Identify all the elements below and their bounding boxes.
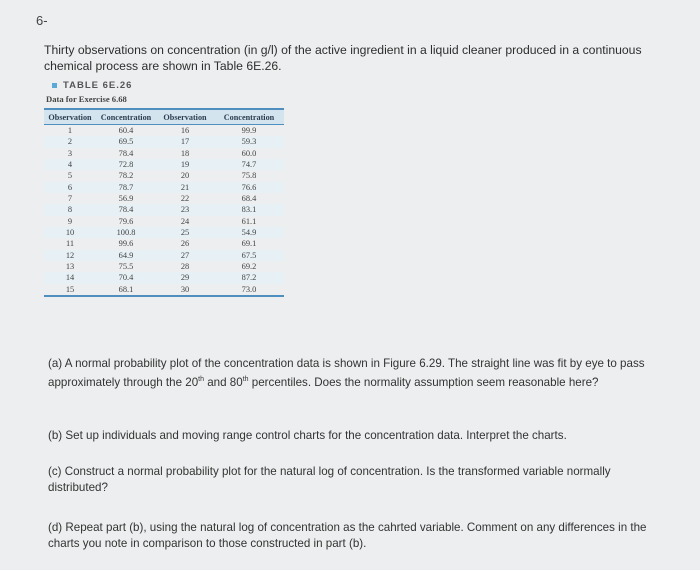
table-title [52, 80, 132, 91]
table-row [44, 159, 284, 170]
cell-observation-1: 2 [67, 137, 73, 147]
cell-concentration-1: 79.6 [118, 216, 134, 226]
cell-concentration-2: 74.7 [241, 160, 257, 170]
table-row [44, 261, 284, 272]
cell-concentration-2: 83.1 [241, 205, 257, 215]
cell-observation-1: 14 [65, 273, 75, 283]
cell-observation-1: 11 [65, 239, 75, 249]
table-row [44, 238, 284, 249]
cell-observation-2: 29 [180, 273, 190, 283]
part-d: (d) Repeat part (b), using the natural log of concentration as the cahrted variable. Comment on any differences in the charts you note in comparison to those constructed in part (b). [48, 521, 647, 550]
part-a [48, 356, 673, 390]
header-concentration-1: Concentration [100, 112, 152, 122]
cell-observation-2: 20 [180, 171, 190, 181]
cell-concentration-1: 78.4 [118, 148, 134, 158]
header-observation-2: Observation [163, 112, 207, 122]
cell-concentration-2: 99.9 [241, 126, 257, 136]
table-row [44, 250, 284, 261]
table-row [44, 182, 284, 193]
table-header-row [44, 110, 284, 124]
cell-observation-2: 24 [180, 216, 190, 226]
cell-observation-1: 7 [67, 194, 73, 204]
cell-observation-1: 8 [67, 205, 73, 215]
cell-observation-2: 30 [180, 284, 190, 294]
cell-observation-1: 10 [65, 228, 75, 238]
cell-concentration-2: 59.3 [241, 137, 257, 147]
cell-concentration-1: 78.2 [118, 171, 134, 181]
cell-concentration-2: 87.2 [241, 273, 257, 283]
cell-observation-2: 21 [180, 182, 190, 192]
table-row [44, 170, 284, 181]
cell-observation-1: 9 [67, 216, 73, 226]
cell-concentration-1: 72.8 [118, 160, 134, 170]
table-row [44, 204, 284, 215]
cell-concentration-2: 76.6 [241, 182, 257, 192]
cell-concentration-2: 54.9 [241, 228, 257, 238]
cell-observation-2: 22 [180, 194, 190, 204]
table-row [44, 148, 284, 159]
question-number: 6- [36, 13, 48, 28]
table-bottom-rule [44, 295, 284, 297]
part-b: (b) Set up individuals and moving range control charts for the concentration data. Interpret the charts. [48, 429, 567, 442]
table-body [44, 125, 284, 295]
cell-observation-1: 3 [67, 148, 73, 158]
cell-concentration-1: 69.5 [118, 137, 134, 147]
data-table [44, 108, 284, 297]
table-row [44, 216, 284, 227]
part-a-text-2: and 80 [204, 375, 243, 389]
cell-observation-2: 28 [180, 262, 190, 272]
cell-observation-2: 25 [180, 228, 190, 238]
cell-concentration-2: 75.8 [241, 171, 257, 181]
cell-observation-1: 6 [67, 182, 73, 192]
cell-observation-2: 23 [180, 205, 190, 215]
cell-observation-1: 13 [65, 262, 75, 272]
cell-observation-1: 5 [67, 171, 73, 181]
header-concentration-2: Concentration [223, 112, 275, 122]
table-row [44, 284, 284, 295]
table-row [44, 227, 284, 238]
cell-observation-2: 16 [180, 126, 190, 136]
table-subtitle: Data for Exercise 6.68 [46, 94, 127, 104]
cell-concentration-2: 67.5 [241, 250, 257, 260]
cell-concentration-1: 78.7 [118, 182, 134, 192]
cell-observation-1: 15 [65, 284, 75, 294]
cell-observation-1: 4 [67, 160, 73, 170]
table-row [44, 125, 284, 136]
cell-observation-1: 1 [67, 126, 73, 136]
table-row [44, 193, 284, 204]
cell-concentration-1: 68.1 [118, 284, 134, 294]
table-title-text: TABLE 6E.26 [63, 80, 133, 91]
square-bullet-icon [52, 83, 57, 88]
cell-concentration-1: 78.4 [118, 205, 134, 215]
table-row [44, 136, 284, 147]
cell-concentration-2: 68.4 [241, 194, 257, 204]
cell-observation-2: 19 [180, 160, 190, 170]
part-a-text-1: (a) A normal probability plot of the concentration data is shown in Figure 6.29. The straight line was fit by eye to pass approximately through the 20 [48, 357, 645, 389]
cell-concentration-2: 61.1 [241, 216, 257, 226]
cell-concentration-1: 99.6 [118, 239, 134, 249]
cell-observation-2: 18 [180, 148, 190, 158]
cell-concentration-1: 56.9 [118, 194, 134, 204]
problem-intro: Thirty observations on concentration (in g/l) of the active ingredient in a liquid cleaner produced in a continuous chemical process are shown in Table 6E.26. [44, 43, 642, 73]
cell-concentration-2: 73.0 [241, 284, 257, 294]
cell-observation-1: 12 [65, 250, 75, 260]
cell-concentration-1: 70.4 [118, 273, 134, 283]
cell-concentration-1: 60.4 [118, 126, 134, 136]
part-a-sup-1: th [198, 375, 205, 383]
header-observation-1: Observation [48, 112, 92, 122]
cell-concentration-2: 60.0 [241, 148, 257, 158]
cell-observation-2: 27 [180, 250, 190, 260]
cell-observation-2: 17 [180, 137, 190, 147]
table-row [44, 272, 284, 283]
cell-concentration-1: 75.5 [118, 262, 134, 272]
part-a-sup-2: th [242, 375, 249, 383]
part-c: (c) Construct a normal probability plot for the natural log of concentration. Is the transformed variable normally distributed? [48, 465, 611, 494]
cell-concentration-1: 64.9 [118, 250, 134, 260]
cell-observation-2: 26 [180, 239, 190, 249]
part-a-text-3: percentiles. Does the normality assumption seem reasonable here? [248, 375, 599, 389]
cell-concentration-2: 69.2 [241, 262, 257, 272]
cell-concentration-2: 69.1 [241, 239, 257, 249]
cell-concentration-1: 100.8 [116, 228, 136, 238]
